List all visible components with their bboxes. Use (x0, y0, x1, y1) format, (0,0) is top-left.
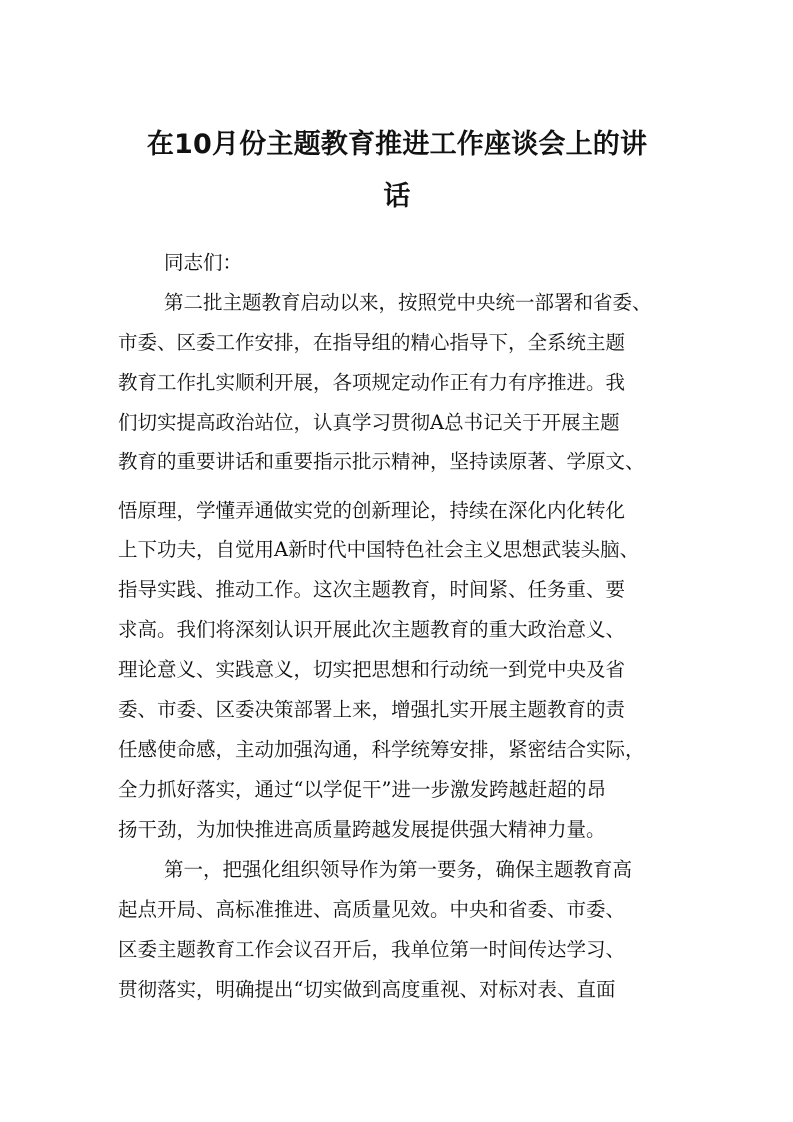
document-title-line-1: 在10月份主题教育推进工作座谈会上的讲 (146, 129, 648, 160)
body-line: 贯彻落实，明确提出“切实做到高度重视、对标对表、直面 (118, 978, 616, 1001)
body-line: 全力抓好落实，通过“以学促干”进一步激发跨越赶超的昂 (118, 778, 606, 801)
body-line: 教育的重要讲话和重要指示批示精神，坚持读原著、学原文、 (118, 450, 645, 473)
body-line: 悟原理，学懂弄通做实党的创新理论，持续在深化内化转化 (118, 499, 626, 522)
body-line: 第二批主题教育启动以来，按照党中央统一部署和省委、 (164, 291, 652, 314)
body-line: 起点开局、高标准推进、高质量见效。中央和省委、市委、 (118, 898, 626, 921)
body-line: 区委主题教育工作会议召开后，我单位第一时间传达学习、 (118, 938, 626, 961)
body-line: 理论意义、实践意义，切实把思想和行动统一到党中央及省 (118, 658, 626, 681)
body-line: 任感使命感，主动加强沟通，科学统筹安排，紧密结合实际， (118, 738, 645, 761)
body-line: 市委、区委工作安排，在指导组的精心指导下，全系统主题 (118, 331, 626, 354)
body-line: 上下功夫，自觉用A新时代中国特色社会主义思想武装头脑、 (118, 538, 640, 561)
body-line: 委、市委、区委决策部署上来，增强扎实开展主题教育的责 (118, 698, 626, 721)
body-line: 们切实提高政治站位，认真学习贯彻A总书记关于开展主题 (118, 411, 620, 434)
salutation: 同志们： (164, 251, 243, 274)
body-line: 指导实践、推动工作。这次主题教育，时间紧、任务重、要 (118, 578, 626, 601)
body-line: 教育工作扎实顺利开展，各项规定动作正有力有序推进。我 (118, 371, 626, 394)
body-line: 扬干劲，为加快推进高质量跨越发展提供强大精神力量。 (118, 818, 606, 841)
body-line: 第一，把强化组织领导作为第一要务，确保主题教育高 (164, 858, 633, 881)
document-title-line-2: 话 (383, 181, 411, 212)
body-line: 求高。我们将深刻认识开展此次主题教育的重大政治意义、 (118, 618, 626, 641)
